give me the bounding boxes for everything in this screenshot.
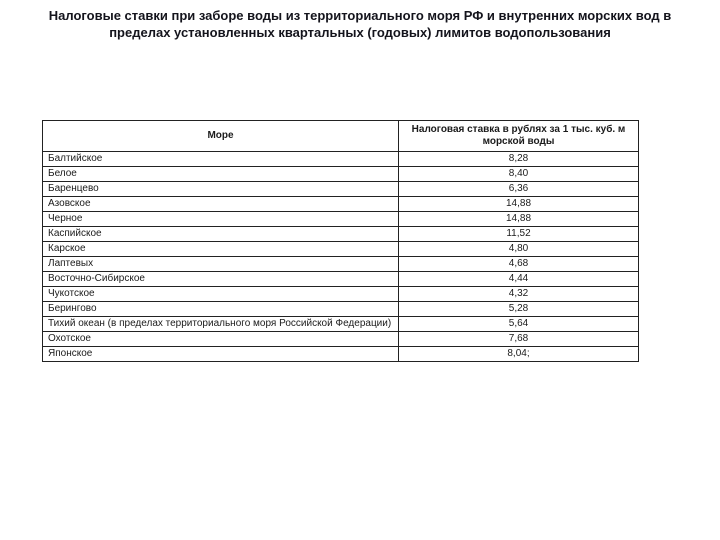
sea-name: Тихий океан (в пределах территориального моря Российской Федерации) [43, 317, 399, 332]
tax-rate: 6,36 [399, 182, 639, 197]
table-body [43, 152, 639, 362]
tax-rate: 11,52 [399, 227, 639, 242]
table-row [43, 302, 639, 317]
sea-name: Карское [43, 242, 399, 257]
sea-name: Чукотское [43, 287, 399, 302]
tax-rate: 8,40 [399, 167, 639, 182]
column-header-sea: Море [43, 121, 399, 152]
sea-name: Восточно-Сибирское [43, 272, 399, 287]
table-header-row [43, 121, 639, 152]
sea-name: Берингово [43, 302, 399, 317]
sea-name: Каспийское [43, 227, 399, 242]
table-header [43, 121, 639, 152]
table-row [43, 167, 639, 182]
table-row [43, 182, 639, 197]
tax-rate: 4,32 [399, 287, 639, 302]
tax-rate: 4,80 [399, 242, 639, 257]
tax-rate: 4,44 [399, 272, 639, 287]
table-row [43, 272, 639, 287]
sea-name: Баренцево [43, 182, 399, 197]
sea-name: Японское [43, 347, 399, 362]
tax-rate: 8,04; [399, 347, 639, 362]
sea-name: Белое [43, 167, 399, 182]
tax-rate: 14,88 [399, 197, 639, 212]
sea-name: Лаптевых [43, 257, 399, 272]
tax-rates-table [42, 120, 639, 362]
tax-rate: 4,68 [399, 257, 639, 272]
table-row [43, 332, 639, 347]
tax-rate: 5,64 [399, 317, 639, 332]
table-row [43, 227, 639, 242]
table-row [43, 197, 639, 212]
tax-rate: 7,68 [399, 332, 639, 347]
tax-rate: 14,88 [399, 212, 639, 227]
page-title: Налоговые ставки при заборе воды из территориального моря РФ и внутренних морских вод в пределах установленных квартальных (годовых) лимитов водопользования [48, 8, 672, 40]
table-row [43, 257, 639, 272]
column-header-rate: Налоговая ставка в рублях за 1 тыс. куб. м морской воды [399, 121, 639, 152]
tax-rate: 5,28 [399, 302, 639, 317]
table-row [43, 347, 639, 362]
sea-name: Азовское [43, 197, 399, 212]
table-row [43, 242, 639, 257]
table-row [43, 212, 639, 227]
table-row [43, 287, 639, 302]
tax-rate: 8,28 [399, 152, 639, 167]
table-row [43, 317, 639, 332]
sea-name: Балтийское [43, 152, 399, 167]
sea-name: Черное [43, 212, 399, 227]
table-row [43, 152, 639, 167]
sea-name: Охотское [43, 332, 399, 347]
